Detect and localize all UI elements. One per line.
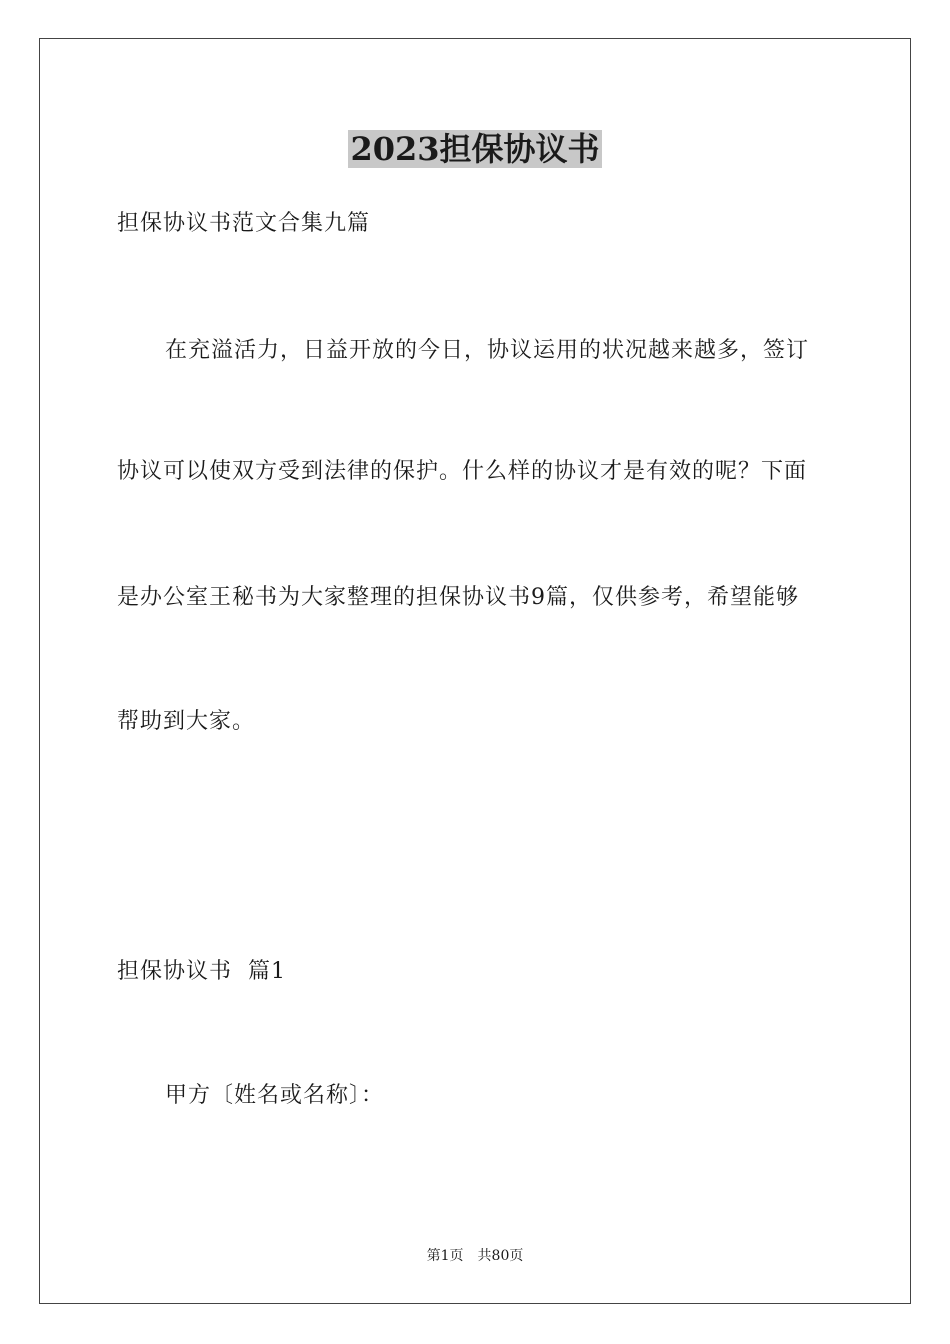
party-a-line: 甲方〔姓名或名称〕： <box>165 1083 385 1108</box>
page-current: 第1页 <box>426 1248 464 1264</box>
document-title <box>0 127 950 171</box>
document-subtitle: 担保协议书范文合集九篇 <box>117 211 371 236</box>
document-title-text: 2023担保协议书 <box>350 130 600 168</box>
intro-line-2: 协议可以使双方受到法律的保护。什么样的协议才是有效的呢？下面 <box>117 459 808 484</box>
section-heading: 担保协议书 篇1 <box>117 959 286 984</box>
intro-line-3: 是办公室王秘书为大家整理的担保协议书9篇，仅供参考，希望能够 <box>117 585 799 610</box>
page-total: 共80页 <box>477 1248 524 1264</box>
intro-line-4: 帮助到大家。 <box>117 709 256 734</box>
intro-line-1: 在充溢活力，日益开放的今日，协议运用的状况越来越多，签订 <box>165 338 810 363</box>
page-footer <box>0 1246 950 1266</box>
